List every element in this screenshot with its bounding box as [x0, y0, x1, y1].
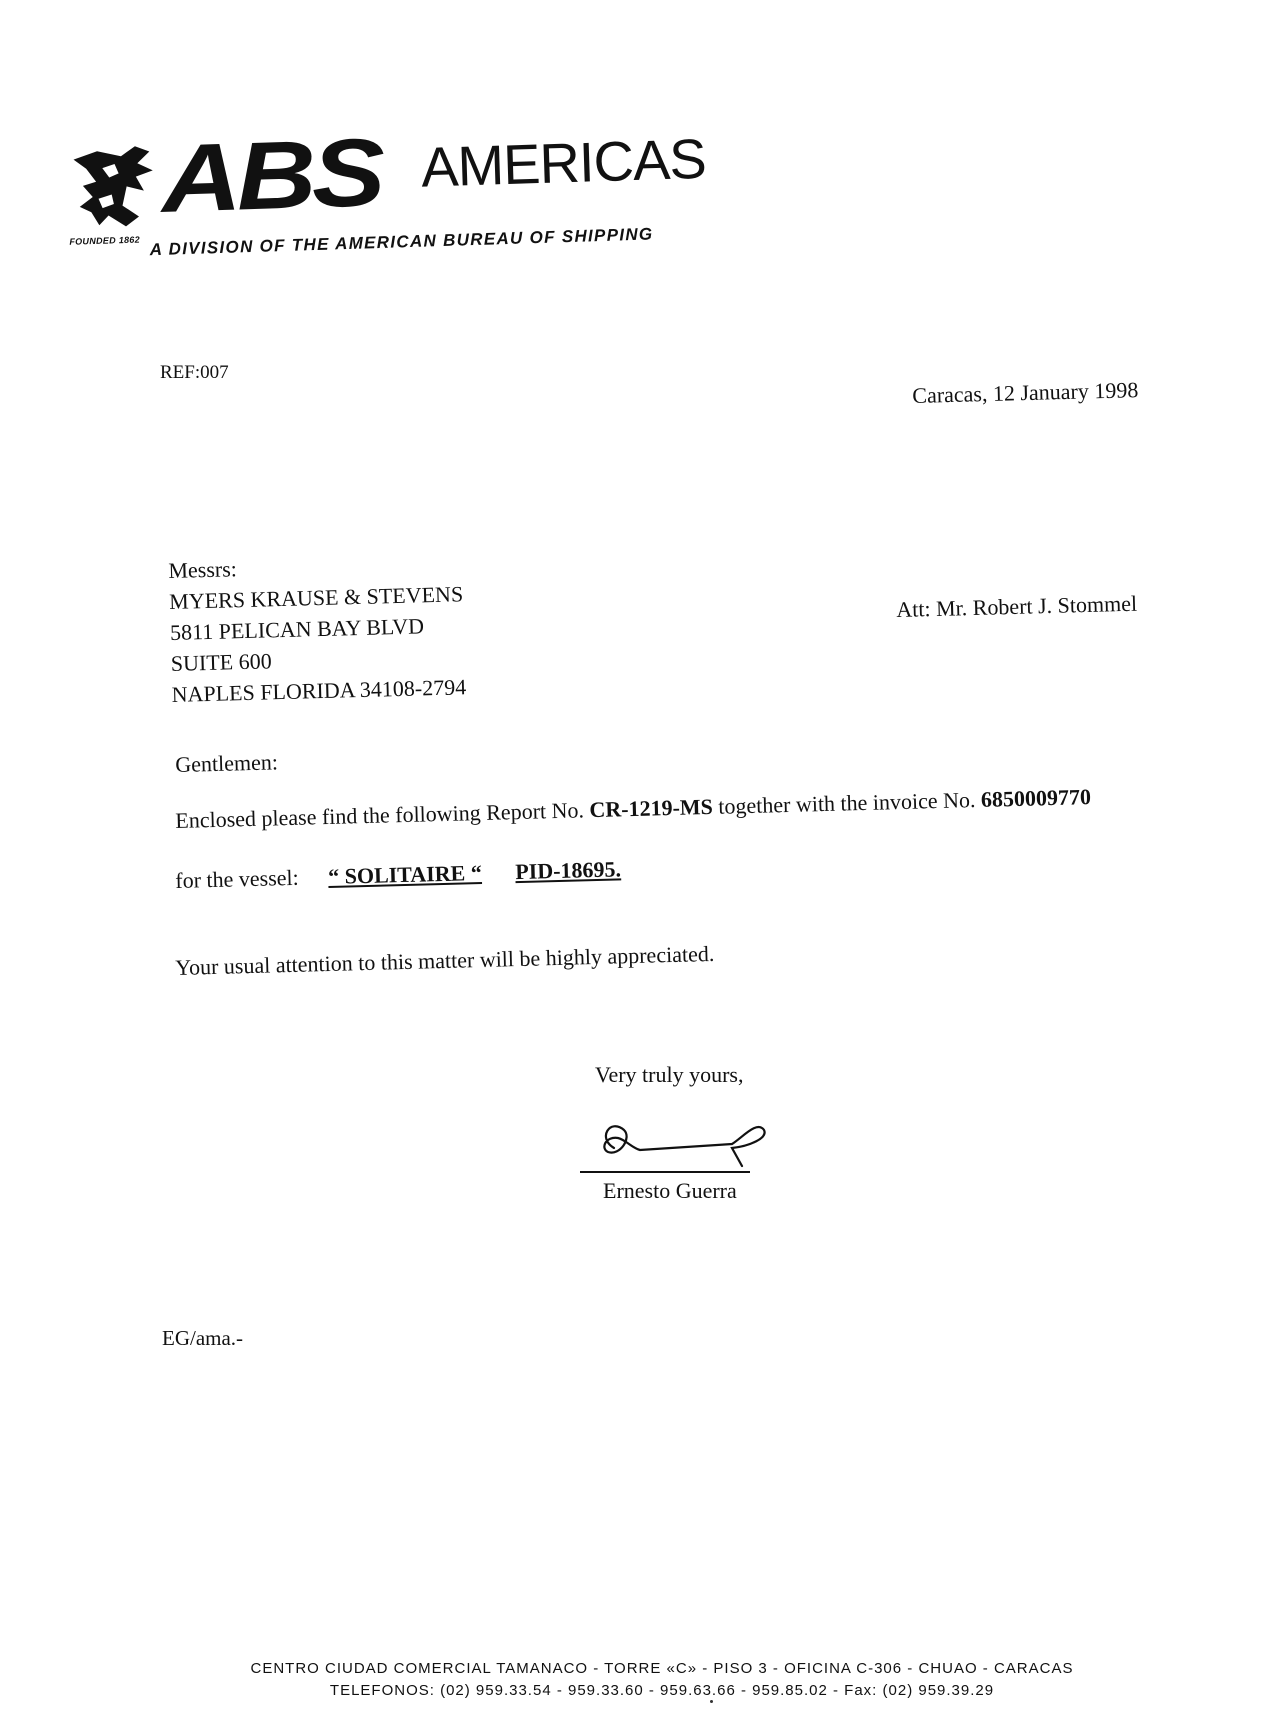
valediction: Very truly yours,	[595, 1062, 744, 1087]
eagle-logo-icon	[68, 138, 166, 236]
date-line: Caracas, 12 January 1998	[912, 377, 1139, 408]
greeting: Gentlemen:	[175, 749, 279, 777]
vessel-prefix: for the vessel:	[175, 864, 300, 893]
enclosed-prefix: Enclosed please find the following Report No.	[175, 797, 585, 833]
recipient-street: 5811 PELICAN BAY BLVD	[169, 613, 425, 645]
attention-line: Att: Mr. Robert J. Stommel	[896, 590, 1138, 622]
vessel-name: “ SOLITAIRE “	[327, 859, 483, 889]
letterhead	[60, 114, 744, 285]
recipient-suite: SUITE 600	[170, 648, 272, 676]
signer-name: Ernesto Guerra	[603, 1178, 737, 1203]
founded-label: FOUNDED 1862	[69, 234, 141, 247]
closing-sentence: Your usual attention to this matter will be highly appreciated.	[175, 940, 715, 980]
enclosed-paragraph	[175, 784, 1091, 834]
recipient-address	[168, 547, 467, 710]
enclosed-middle: together with the invoice No.	[718, 787, 976, 819]
footer-address: CENTRO CIUDAD COMERCIAL TAMANACO - TORRE «C» - PISO 3 - OFICINA C-306 - CHUAO - CARACAS	[250, 1660, 1074, 1677]
report-number: CR-1219-MS	[589, 793, 714, 823]
reference-number: REF:007	[160, 362, 229, 383]
vessel-pid: PID-18695.	[514, 856, 622, 885]
signature-line	[580, 1171, 750, 1173]
typist-initials: EG/ama.-	[162, 1326, 244, 1350]
invoice-number: 6850009770	[980, 784, 1092, 812]
handwritten-signature	[592, 1108, 792, 1178]
division-tagline: A DIVISION OF THE AMERICAN BUREAU OF SHIPPING	[149, 224, 654, 260]
vessel-line	[175, 856, 621, 894]
recipient-city: NAPLES FLORIDA 34108-2794	[171, 674, 467, 707]
salutation-label: Messrs:	[168, 556, 238, 583]
abs-logo-text: ABS	[159, 118, 383, 233]
recipient-company: MYERS KRAUSE & STEVENS	[168, 581, 464, 614]
scan-speck	[710, 1700, 713, 1703]
footer-phones: TELEFONOS: (02) 959.33.54 - 959.33.60 - 959.63.66 - 959.85.02 - Fax: (02) 959.39.29	[329, 1682, 995, 1699]
americas-logo-text: AMERICAS	[420, 126, 707, 199]
